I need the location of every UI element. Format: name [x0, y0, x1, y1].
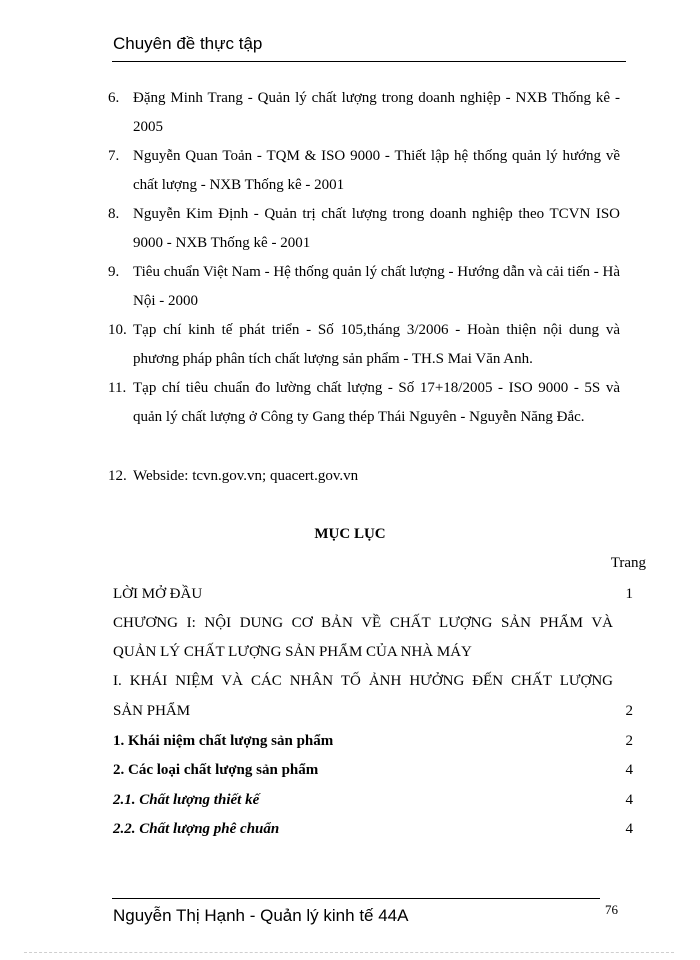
toc-entry-label: CHƯƠNG I: NỘI DUNG CƠ BẢN VỀ CHẤT LƯỢNG SẢN PHẨM VÀ — [113, 615, 613, 631]
reference-number: 7. — [108, 148, 120, 164]
reference-item — [108, 258, 620, 316]
reference-text: Nguyễn Kim Định - Quản trị chất lượng trong doanh nghiệp theo TCVN ISO 9000 - NXB Thống kê - 2001 — [133, 206, 620, 251]
reference-item — [108, 142, 620, 200]
page-number: 76 — [605, 902, 618, 917]
footer-author: Nguyễn Thị Hạnh - Quản lý kinh tế 44A — [113, 906, 409, 925]
toc-entry-label: I. KHÁI NIỆM VÀ CÁC NHÂN TỐ ẢNH HƯỞNG ĐẾN CHẤT LƯỢNG — [113, 673, 613, 689]
toc-title: MỤC LỤC — [314, 526, 386, 542]
reference-item — [108, 200, 620, 258]
reference-item — [108, 84, 620, 142]
toc-entry-label: SẢN PHẨM — [113, 703, 191, 719]
reference-text: Nguyễn Quan Toản - TQM & ISO 9000 - Thiết lập hệ thống quản lý hướng về chất lượng - NXB Thống kê - 2001 — [133, 148, 620, 193]
page-boundary — [24, 952, 674, 953]
header-title: Chuyên đề thực tập — [113, 34, 263, 53]
reference-number: 10. — [108, 322, 127, 338]
header-divider — [112, 61, 626, 62]
reference-number: 12. — [108, 468, 127, 484]
reference-item — [108, 462, 620, 491]
reference-text: Tiêu chuẩn Việt Nam - Hệ thống quản lý chất lượng - Hướng dẫn và cải tiến - Hà Nội - 2000 — [133, 264, 620, 309]
reference-text: Webside: tcvn.gov.vn; quacert.gov.vn — [133, 468, 359, 484]
reference-number: 8. — [108, 206, 120, 222]
footer-divider — [112, 898, 600, 899]
reference-item — [108, 374, 620, 432]
toc-entry-page: 2 — [625, 733, 633, 749]
toc-entry-page: 4 — [625, 792, 633, 808]
reference-text: Đặng Minh Trang - Quản lý chất lượng trong doanh nghiệp - NXB Thống kê - 2005 — [133, 90, 620, 135]
reference-number: 6. — [108, 90, 120, 106]
toc-entry-label: 2. Các loại chất lượng sản phẩm — [113, 762, 319, 778]
toc-entry-label: LỜI MỞ ĐẦU — [113, 586, 203, 602]
toc-entry-label: QUẢN LÝ CHẤT LƯỢNG SẢN PHẨM CỦA NHÀ MÁY — [113, 644, 472, 660]
toc-entry-page: 2 — [625, 703, 633, 719]
toc-entry-label: 2.1. Chất lượng thiết kế — [113, 792, 260, 808]
toc-entry-page: 4 — [625, 821, 633, 837]
toc-entry-label: 2.2. Chất lượng phê chuẩn — [113, 821, 280, 837]
toc-entry-page: 4 — [625, 762, 633, 778]
reference-text: Tạp chí tiêu chuẩn đo lường chất lượng - Số 17+18/2005 - ISO 9000 - 5S và quản lý chất lượng ở Công ty Gang thép Thái Nguyên - Nguyễn Năng Đắc. — [133, 380, 620, 425]
reference-text: Tạp chí kinh tế phát triển - Số 105,tháng 3/2006 - Hoàn thiện nội dung và phương pháp phân tích chất lượng sản phẩm - TH.S Mai Văn Anh. — [133, 322, 620, 367]
reference-number: 11. — [108, 380, 127, 396]
toc-page-column-label: Trang — [610, 555, 646, 571]
toc-entry-page: 1 — [625, 586, 633, 602]
toc-entry-label: 1. Khái niệm chất lượng sản phẩm — [113, 733, 334, 749]
reference-item — [108, 316, 620, 374]
reference-number: 9. — [108, 264, 120, 280]
